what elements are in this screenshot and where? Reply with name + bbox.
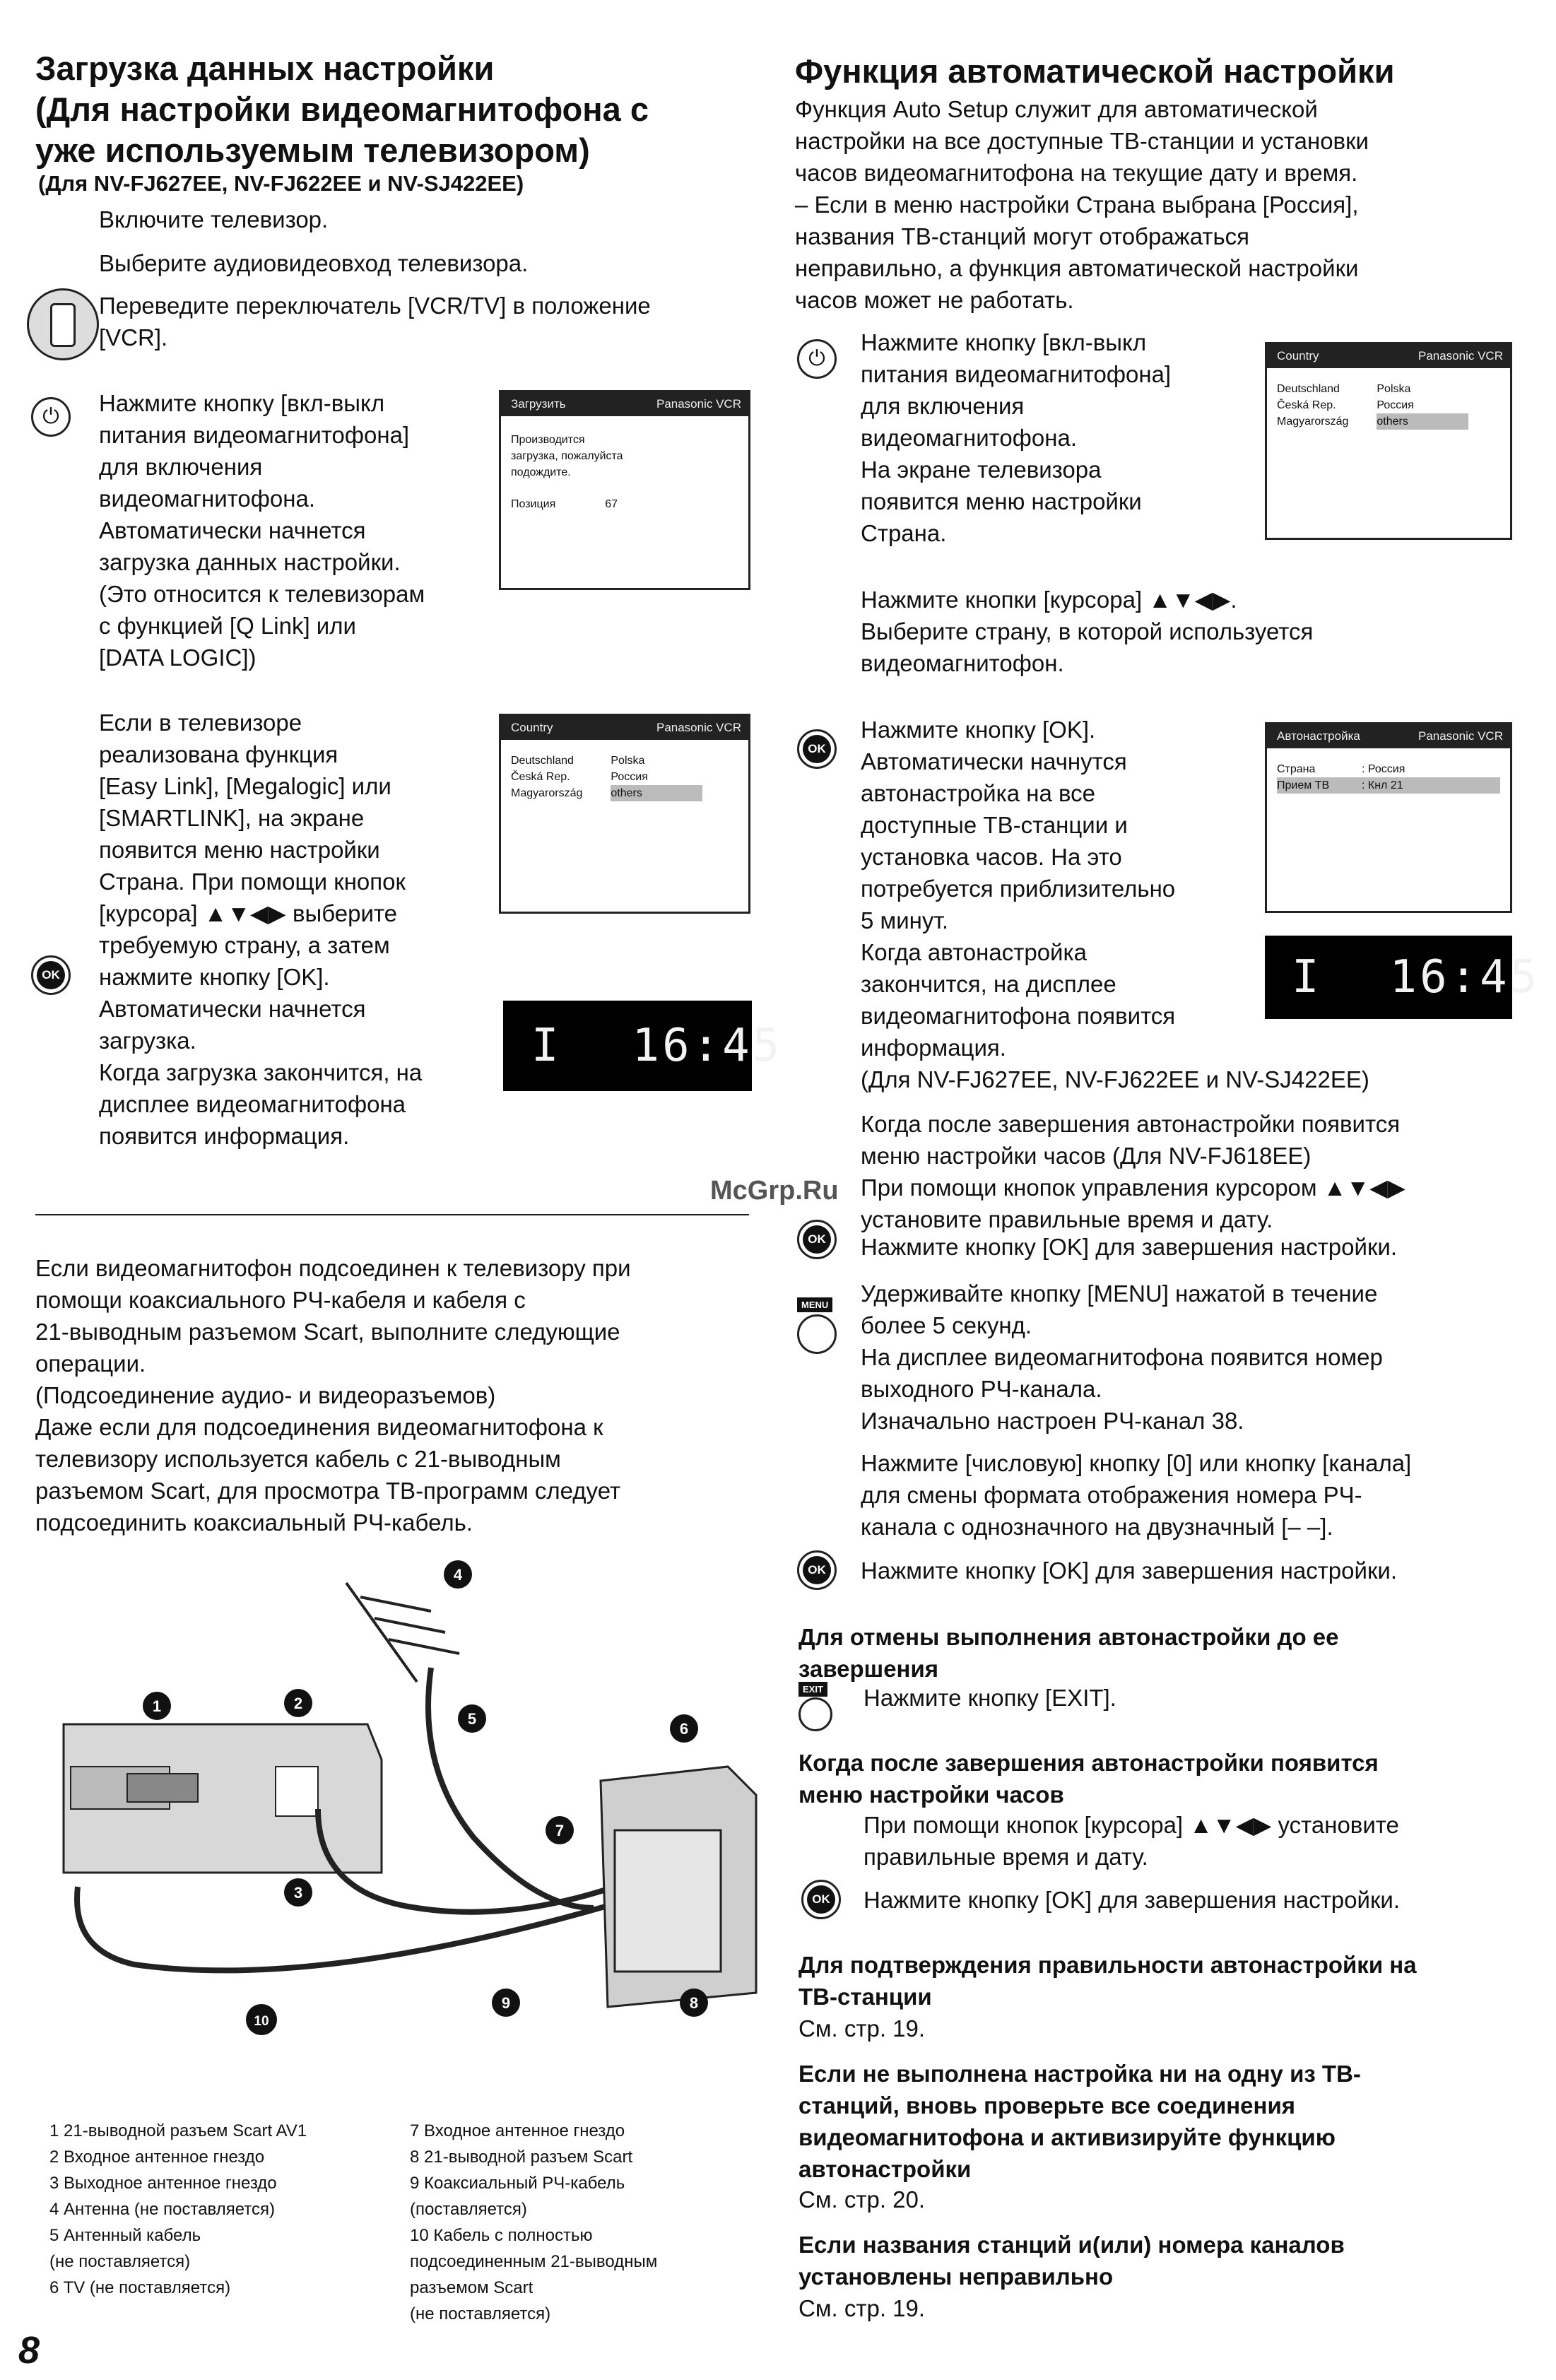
cursor-paragraph: Нажмите кнопки [курсора] ▲▼◀▶. Выберите страну, в которой используется видеомагнитофон. [861, 587, 1314, 676]
power-button-icon: ⏻ [31, 397, 71, 437]
vcr-display: I 16:45 [503, 1001, 752, 1091]
exit-text: Нажмите кнопку [EXIT]. [864, 1685, 1116, 1711]
tv-screen-autosetup: Автонастройка Panasonic VCR Страна : Россия Прием ТВ : Кнл 21 [1265, 722, 1512, 913]
diagram-label-5: 5 [467, 1710, 477, 1728]
right-title: Функция автоматической настройки [795, 52, 1395, 90]
ok-button-icon: OK [801, 1880, 841, 1919]
menu-button-icon [797, 1314, 837, 1354]
antenna [346, 1583, 459, 1682]
vcr-unit [64, 1724, 382, 1873]
names-ref: См. стр. 19. [798, 2295, 926, 2321]
step-av-input: Выберите аудиовидеовход телевизора. [99, 250, 529, 276]
ok-finish-1: Нажмите кнопку [OK] для завершения настройки. [861, 1234, 1397, 1260]
diagram-label-4: 4 [453, 1566, 463, 1584]
tv-unit [601, 1767, 756, 2007]
menu-paragraph: Удерживайте кнопку [MENU] нажатой в течение более 5 секунд. На дисплее видеомагнитофона появится номер выходного РЧ-канала. Изначально настроен РЧ-канал 38. [861, 1280, 1383, 1434]
easylink-paragraph: Если в телевизоре реализована функция [Easy Link], [Megalogic] или [SMARTLINK], на экране появится меню настройки Страна. При помощи кнопок [курсора] ▲▼◀▶ выберите требуемую страну, а затем нажмите кнопку [OK]. Автоматически начнется загрузка. Когда загрузка закончится, на дисплее видеомагнитофона появится информация. [99, 709, 423, 1149]
ok-button-icon: OK [797, 729, 837, 769]
power-paragraph: Нажмите кнопку [вкл-выкл питания видеомагнитофона] для включения видеомагнитофона. Автоматически начнется загрузка данных настройки. (Это относится к телевизорам с функцией [Q Link] или [DATA LOGIC]) [99, 390, 425, 671]
step-vcr-switch: Переведите переключатель [VCR/TV] в положение [VCR]. [99, 293, 651, 350]
power-button-icon: ⏻ [797, 339, 837, 379]
connection-diagram [49, 1555, 763, 2113]
exit-button-label: EXIT [798, 1682, 827, 1697]
diagram-label-6: 6 [679, 1720, 689, 1738]
coax-paragraph: Если видеомагнитофон подсоединен к телевизору при помощи коаксиального РЧ-кабеля и кабеля с 21-выводным разъемом Scart, выполните следующие операции. (Подсоединение аудио- и видеоразъемов) Даже если для подсоединения видеомагнитофона к телевизору используется кабель с 21-выводным разъемом Scart, для просмотра ТВ-программ следует подсоединить коаксиальный РЧ-кабель. [35, 1255, 631, 1536]
right-power-paragraph: Нажмите кнопку [вкл-выкл питания видеомагнитофона] для включения видеомагнитофона. На экране телевизора появится меню настройки Страна. [861, 329, 1172, 546]
page-number: 8 [18, 2329, 40, 2372]
diagram-label-2: 2 [293, 1695, 303, 1712]
legend-right: 7 Входное антенное гнездо 8 21-выводной разъем Scart 9 Коаксиальный РЧ-кабель (поставляется) 10 Кабель с полностью подсоединенным 21-выводным разъемом Scart (не поставляется) [410, 2121, 658, 2323]
ok-finish-3: Нажмите кнопку [OK] для завершения настройки. [864, 1887, 1400, 1913]
tv-screen-download: Загрузить Panasonic VCR Производится загрузка, пожалуйста подождите. Позиция 67 [499, 390, 750, 590]
cancel-heading: Для отмены выполнения автонастройки до ее завершения [798, 1624, 1339, 1682]
confirm-ref: См. стр. 19. [798, 2015, 926, 2042]
diagram-label-1: 1 [152, 1697, 162, 1715]
legend-left: 1 21-выводной разъем Scart AV1 2 Входное антенное гнездо 3 Выходное антенное гнездо 4 Антенна (не поставляется) 5 Антенный кабель (не поставляется) 6 TV (не поставляется) [49, 2121, 307, 2297]
step-tv-on: Включите телевизор. [99, 206, 329, 232]
confirm-heading: Для подтверждения правильности автонастройки на ТВ-станции [798, 1952, 1417, 2010]
exit-button-icon [798, 1697, 832, 1731]
hand-switch-icon [27, 288, 99, 360]
right-intro: Функция Auto Setup служит для автоматической настройки на все доступные ТВ-станции и установки часов видеомагнитофона на текущие дату и время. – Если в меню настройки Страна выбрана [Россия], названия ТВ-станций могут отображаться неправильно, а функция автоматической настройки часов может не работать. [795, 96, 1369, 313]
ok-button-icon: OK [31, 955, 71, 995]
watermark: McGrp.Ru [710, 1176, 839, 1206]
left-models: (Для NV-FJ627EE, NV-FJ622EE и NV-SJ422EE) [38, 171, 524, 196]
clock-paragraph: Когда после завершения автонастройки появится меню настройки часов (Для NV-FJ618EE) При помощи кнопок управления курсором ▲▼◀▶ установите правильные время и дату. [861, 1111, 1405, 1232]
left-title: Загрузка данных настройки (Для настройки видеомагнитофона с уже используемым телевизором) [35, 49, 649, 169]
tv-screen-country: Country Panasonic VCR Deutschland Česká Rep. Magyarország Polska Россия others [1265, 342, 1512, 540]
diagram-label-9: 9 [501, 1994, 511, 2012]
diagram-label-7: 7 [555, 1822, 565, 1839]
none-ref: См. стр. 20. [798, 2186, 926, 2213]
diagram-label-10: 10 [254, 2014, 269, 2029]
ok-finish-2: Нажмите кнопку [OK] для завершения настройки. [861, 1557, 1397, 1584]
diagram-label-3: 3 [293, 1884, 303, 1902]
none-heading: Если не выполнена настройка ни на одну из ТВ- станций, вновь проверьте все соединения видеомагнитофона и активизируйте функцию автонастройки [798, 2061, 1361, 2182]
numeric-paragraph: Нажмите [числовую] кнопку [0] или кнопку [канала] для смены формата отображения номера РЧ- канала с однозначного на двузначный [– –]. [861, 1450, 1412, 1540]
ok-button-icon: OK [797, 1550, 837, 1590]
section-divider [35, 1214, 749, 1215]
tv-screen-country: Country Panasonic VCR Deutschland Česká Rep. Magyarország Polska Россия others [499, 714, 750, 914]
ok-button-icon: OK [797, 1220, 837, 1259]
menu-button-label: MENU [797, 1297, 832, 1312]
diagram-label-8: 8 [689, 1994, 699, 2012]
names-heading: Если названия станций и(или) номера каналов установлены неправильно [798, 2232, 1345, 2290]
vcr-display: I 16:45 [1265, 936, 1512, 1019]
antenna-cable [428, 1668, 594, 1908]
clock-heading: Когда после завершения автонастройки появится меню настройки часов [798, 1750, 1379, 1808]
ok-paragraph: Нажмите кнопку [OK]. Автоматически начнутся автонастройка на все доступные ТВ-станции и установка часов. На это потребуется приблизительно 5 минут. Когда автонастройка закончится, на дисплее видеомагнитофона появится информация. (Для NV-FJ627EE, NV-FJ622EE и NV-SJ422EE) [861, 717, 1369, 1092]
clock-text: При помощи кнопок [курсора] ▲▼◀▶ установите правильные время и дату. [864, 1812, 1399, 1870]
